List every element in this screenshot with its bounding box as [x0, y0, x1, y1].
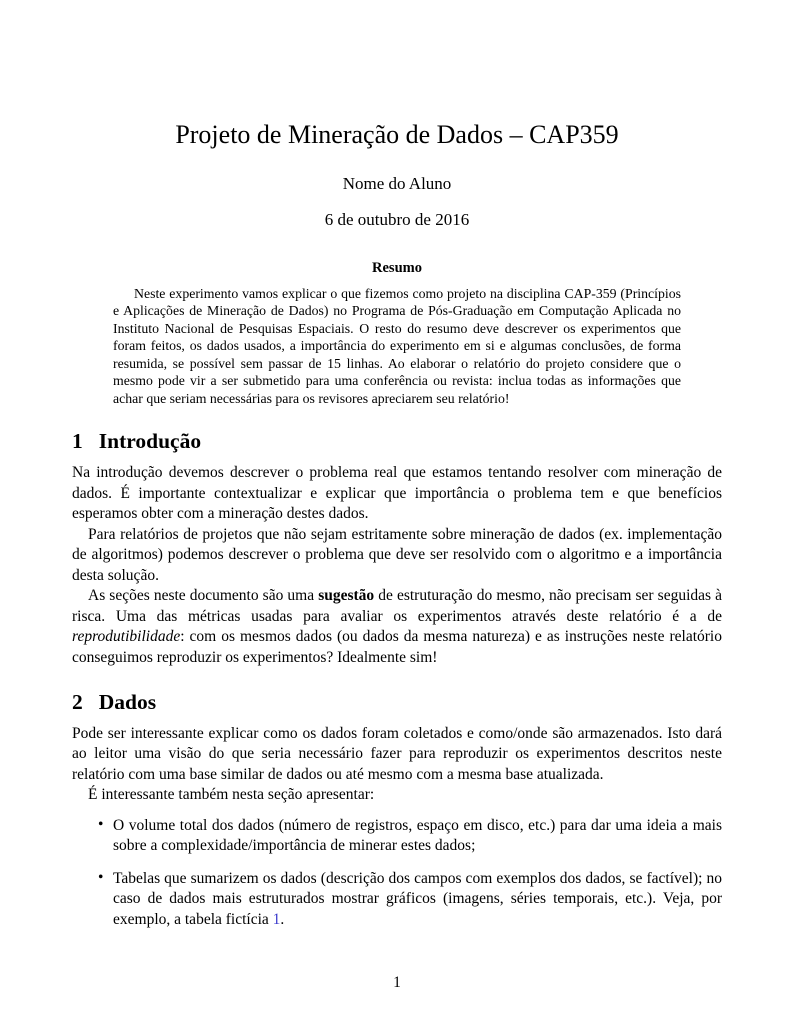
section-title: Introdução: [98, 429, 202, 454]
section-number: 1: [72, 429, 83, 454]
abstract-heading: Resumo: [372, 259, 422, 276]
text-run: de estruturação do mesmo, não precisam ser seguidas à risca. Uma das métricas usadas para avaliar os experimentos através deste relatório é a de: [72, 587, 722, 625]
text-run: É interessante também nesta seção apresentar:: [88, 786, 375, 804]
text-run: : com os mesmos dados (ou dados da mesma natureza) e as instruções neste relatório conseguimos reproduzir os experimentos? Idealmente sim!: [72, 628, 722, 666]
table-reference-link[interactable]: 1: [272, 910, 281, 928]
document-title: Projeto de Mineração de Dados – CAP359: [175, 120, 619, 149]
document-date: 6 de outubro de 2016: [324, 209, 470, 229]
section-number: 2: [72, 690, 83, 715]
paragraph: [72, 785, 722, 806]
paragraph: [72, 463, 722, 525]
text-run: As seções neste documento são uma: [88, 587, 319, 605]
text-run: Pode ser interessante explicar como os dados foram coletados e como/onde são armazenados. Isto dará ao leitor uma visão do que seria necessário fazer para reproduzir os experimentos descritos neste relatório com uma base similar de dados ou até mesmo com a mesma base atualizada.: [72, 724, 722, 783]
text-run: O volume total dos dados (número de registros, espaço em disco, etc.) para dar uma ideia a mais sobre a complexidade/importância de minerar estes dados;: [113, 816, 722, 855]
text-run: Na introdução devemos descrever o problema real que estamos tentando resolver com mineração de dados. É importante contextualizar e explicar que importância o problema tem e que benefícios esperamos obter com a mineração destes dados.: [72, 464, 722, 523]
bullet-list: [72, 816, 722, 931]
paragraph: [72, 724, 722, 786]
text-run: .: [280, 910, 285, 928]
text-run: Para relatórios de projetos que não sejam estritamente sobre mineração de dados (ex. implementação de algoritmos) podemos descrever o problema que deve ser resolvido com o algoritmo e a importância desta solução.: [72, 525, 722, 584]
list-item: [72, 869, 722, 931]
abstract-text: Neste experimento vamos explicar o que fizemos como projeto na disciplina CAP-359 (Princípios e Aplicações de Mineração de Dados) no Programa de Pós-Graduação em Computação Aplicada no Instituto Nacional de Pesquisas Espaciais. O resto do resumo deve descrever os experimentos que foram feitos, os dados usados, a importância do experimento em si e algumas conclusões, de forma resumida, se possível sem passar de 15 linhas. Ao elaborar o relatório do projeto considere que o mesmo pode vir a ser submetido para uma conferência ou revista: inclua todas as informações que achar que seriam necessárias para os revisores apreciarem seu relatório!: [113, 285, 681, 406]
text-run: Tabelas que sumarizem os dados (descrição dos campos com exemplos dos dados, se factível); no caso de dados mais estruturados mostrar gráficos (imagens, séries temporais, etc.). Veja, por exemplo, a tabela fictícia: [113, 869, 722, 928]
paragraph: [72, 586, 722, 668]
section-heading-dados: [72, 690, 722, 716]
paragraph: [72, 525, 722, 587]
list-item: [72, 816, 722, 857]
bold-text-run: sugestão: [318, 587, 375, 605]
section-heading-introducao: [72, 429, 722, 455]
italic-text-run: reprodutibilidade: [72, 628, 181, 646]
document-author: Nome do Aluno: [342, 173, 452, 193]
section-title: Dados: [98, 690, 157, 715]
page-number: 1: [393, 974, 401, 991]
abstract: [113, 260, 681, 408]
